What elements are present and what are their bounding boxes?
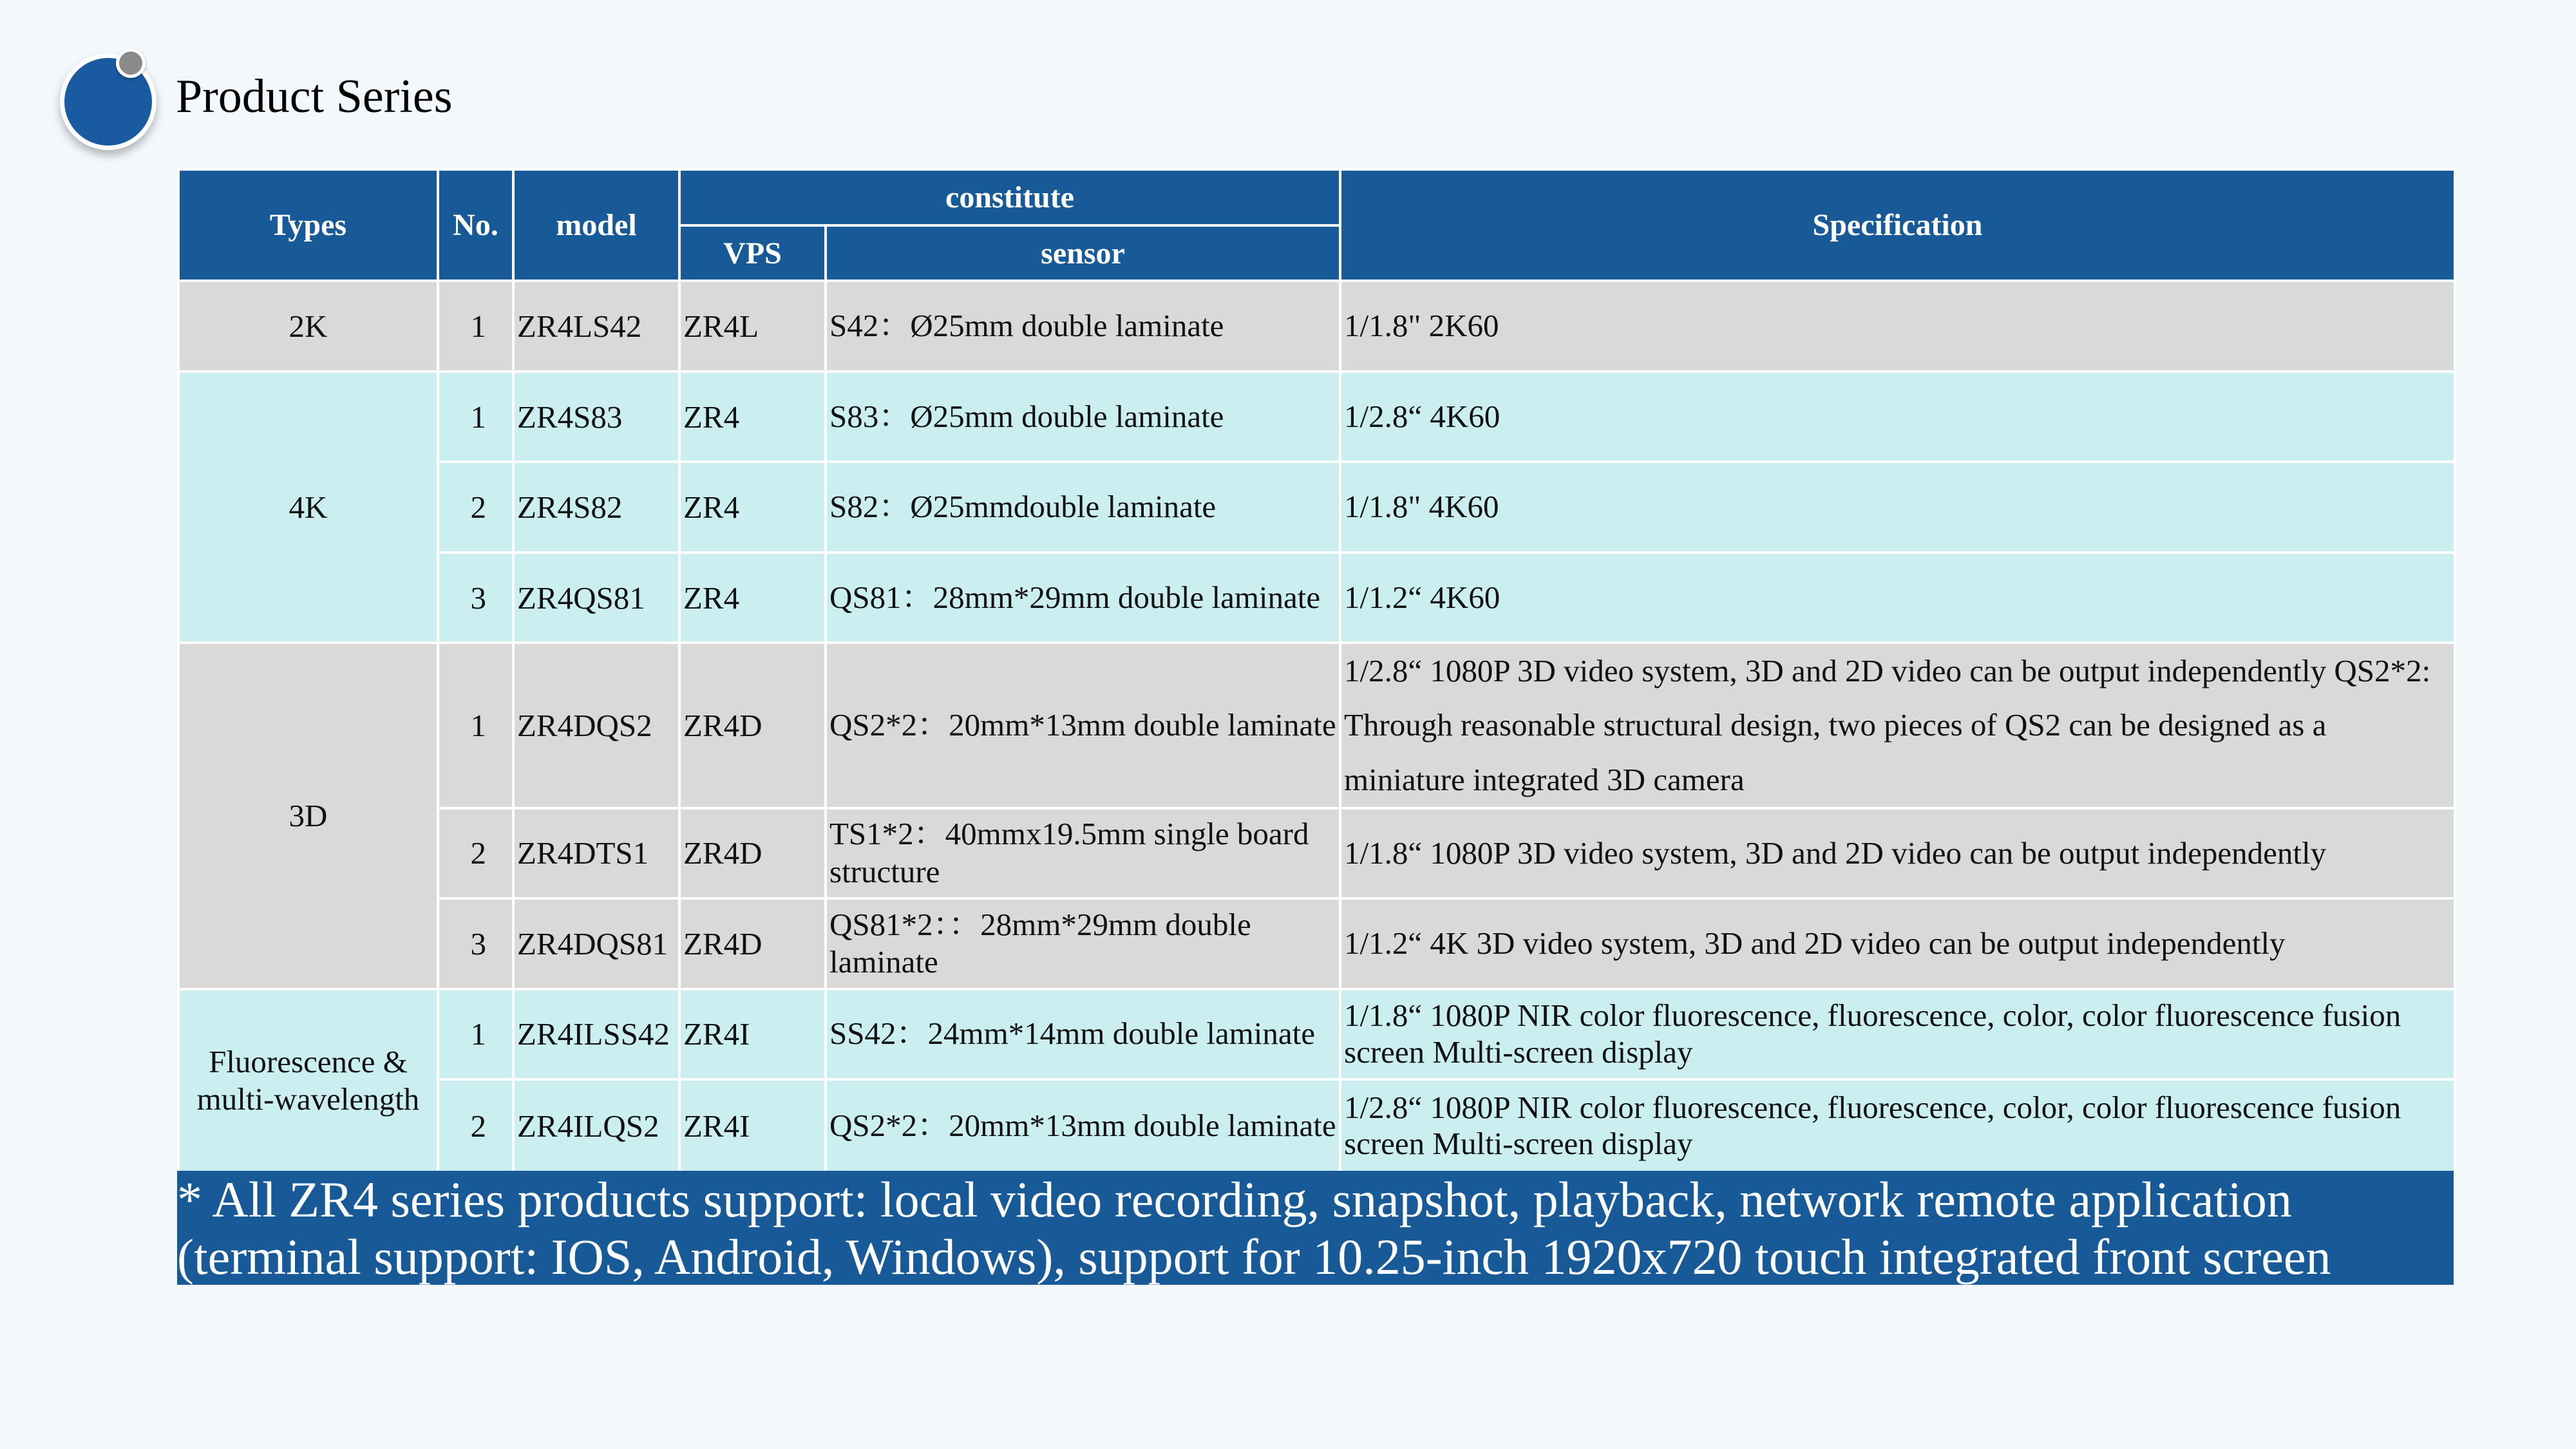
- model-cell: ZR4DTS1: [513, 808, 679, 898]
- vps-cell: ZR4: [679, 372, 826, 462]
- model-cell: ZR4ILQS2: [513, 1079, 679, 1173]
- sensor-cell: S83：Ø25mm double laminate: [826, 372, 1340, 462]
- vps-cell: ZR4I: [679, 1079, 826, 1173]
- no-cell: 2: [438, 1079, 513, 1173]
- header-types: Types: [178, 169, 438, 281]
- no-cell: 2: [438, 808, 513, 898]
- vps-cell: ZR4: [679, 462, 826, 553]
- spec-cell: 1/1.2“ 4K 3D video system, 3D and 2D video can be output independently: [1340, 898, 2455, 989]
- type-cell: Fluorescence & multi-wavelength: [178, 989, 438, 1173]
- table-row: [178, 281, 2455, 372]
- no-cell: 3: [438, 898, 513, 989]
- sensor-cell: S42：Ø25mm double laminate: [826, 281, 1340, 372]
- model-cell: ZR4S83: [513, 372, 679, 462]
- sensor-cell: QS2*2：20mm*13mm double laminate: [826, 1079, 1340, 1173]
- sensor-cell: QS81：28mm*29mm double laminate: [826, 553, 1340, 643]
- model-cell: ZR4DQS81: [513, 898, 679, 989]
- spec-cell: 1/1.8“ 1080P 3D video system, 3D and 2D video can be output independently: [1340, 808, 2455, 898]
- no-cell: 3: [438, 553, 513, 643]
- table-row: [178, 462, 2455, 553]
- no-cell: 1: [438, 372, 513, 462]
- spec-cell: 1/2.8“ 4K60: [1340, 372, 2455, 462]
- sensor-cell: S82：Ø25mmdouble laminate: [826, 462, 1340, 553]
- table-row: [178, 898, 2455, 989]
- no-cell: 1: [438, 643, 513, 808]
- table-row: [178, 643, 2455, 808]
- sensor-cell: TS1*2：40mmx19.5mm single board structure: [826, 808, 1340, 898]
- model-cell: ZR4QS81: [513, 553, 679, 643]
- model-cell: ZR4ILSS42: [513, 989, 679, 1079]
- model-cell: ZR4S82: [513, 462, 679, 553]
- table-row: [178, 808, 2455, 898]
- spec-cell: 1/1.8" 2K60: [1340, 281, 2455, 372]
- type-cell: 4K: [178, 372, 438, 643]
- footer-note: * All ZR4 series products support: local video recording, snapshot, playback, network remote application (terminal support: IOS, Android, Windows), support for 10.25-inch 1920x720 touch integrated front screen: [177, 1171, 2454, 1285]
- table-row: [178, 372, 2455, 462]
- spec-cell: 1/2.8“ 1080P 3D video system, 3D and 2D video can be output independently QS2*2: Through reasonable structural design, two pieces of QS2 can be designed as a miniature integrated 3D camera: [1340, 643, 2455, 808]
- spec-cell: 1/2.8“ 1080P NIR color fluorescence, fluorescence, color, color fluorescence fusion screen Multi-screen display: [1340, 1079, 2455, 1173]
- vps-cell: ZR4: [679, 553, 826, 643]
- header-sensor: sensor: [826, 225, 1340, 281]
- spec-cell: 1/1.8" 4K60: [1340, 462, 2455, 553]
- no-cell: 2: [438, 462, 513, 553]
- no-cell: 1: [438, 989, 513, 1079]
- model-cell: ZR4LS42: [513, 281, 679, 372]
- sensor-cell: QS2*2：20mm*13mm double laminate: [826, 643, 1340, 808]
- product-series-table: [177, 168, 2456, 1174]
- vps-cell: ZR4D: [679, 808, 826, 898]
- header-vps: VPS: [679, 225, 826, 281]
- header-specification: Specification: [1340, 169, 2455, 281]
- vps-cell: ZR4D: [679, 643, 826, 808]
- logo-dot-icon: [116, 48, 146, 78]
- page-title: Product Series: [176, 70, 453, 123]
- type-cell: 3D: [178, 643, 438, 989]
- table-row: [178, 553, 2455, 643]
- type-cell: 2K: [178, 281, 438, 372]
- header-no: No.: [438, 169, 513, 281]
- vps-cell: ZR4L: [679, 281, 826, 372]
- spec-cell: 1/1.8“ 1080P NIR color fluorescence, fluorescence, color, color fluorescence fusion screen Multi-screen display: [1340, 989, 2455, 1079]
- model-cell: ZR4DQS2: [513, 643, 679, 808]
- sensor-cell: SS42：24mm*14mm double laminate: [826, 989, 1340, 1079]
- vps-cell: ZR4D: [679, 898, 826, 989]
- header-model: model: [513, 169, 679, 281]
- table-row: [178, 1079, 2455, 1173]
- header-constitute: constitute: [679, 169, 1340, 225]
- vps-cell: ZR4I: [679, 989, 826, 1079]
- spec-cell: 1/1.2“ 4K60: [1340, 553, 2455, 643]
- table-row: [178, 989, 2455, 1079]
- no-cell: 1: [438, 281, 513, 372]
- sensor-cell: QS81*2：：28mm*29mm double laminate: [826, 898, 1340, 989]
